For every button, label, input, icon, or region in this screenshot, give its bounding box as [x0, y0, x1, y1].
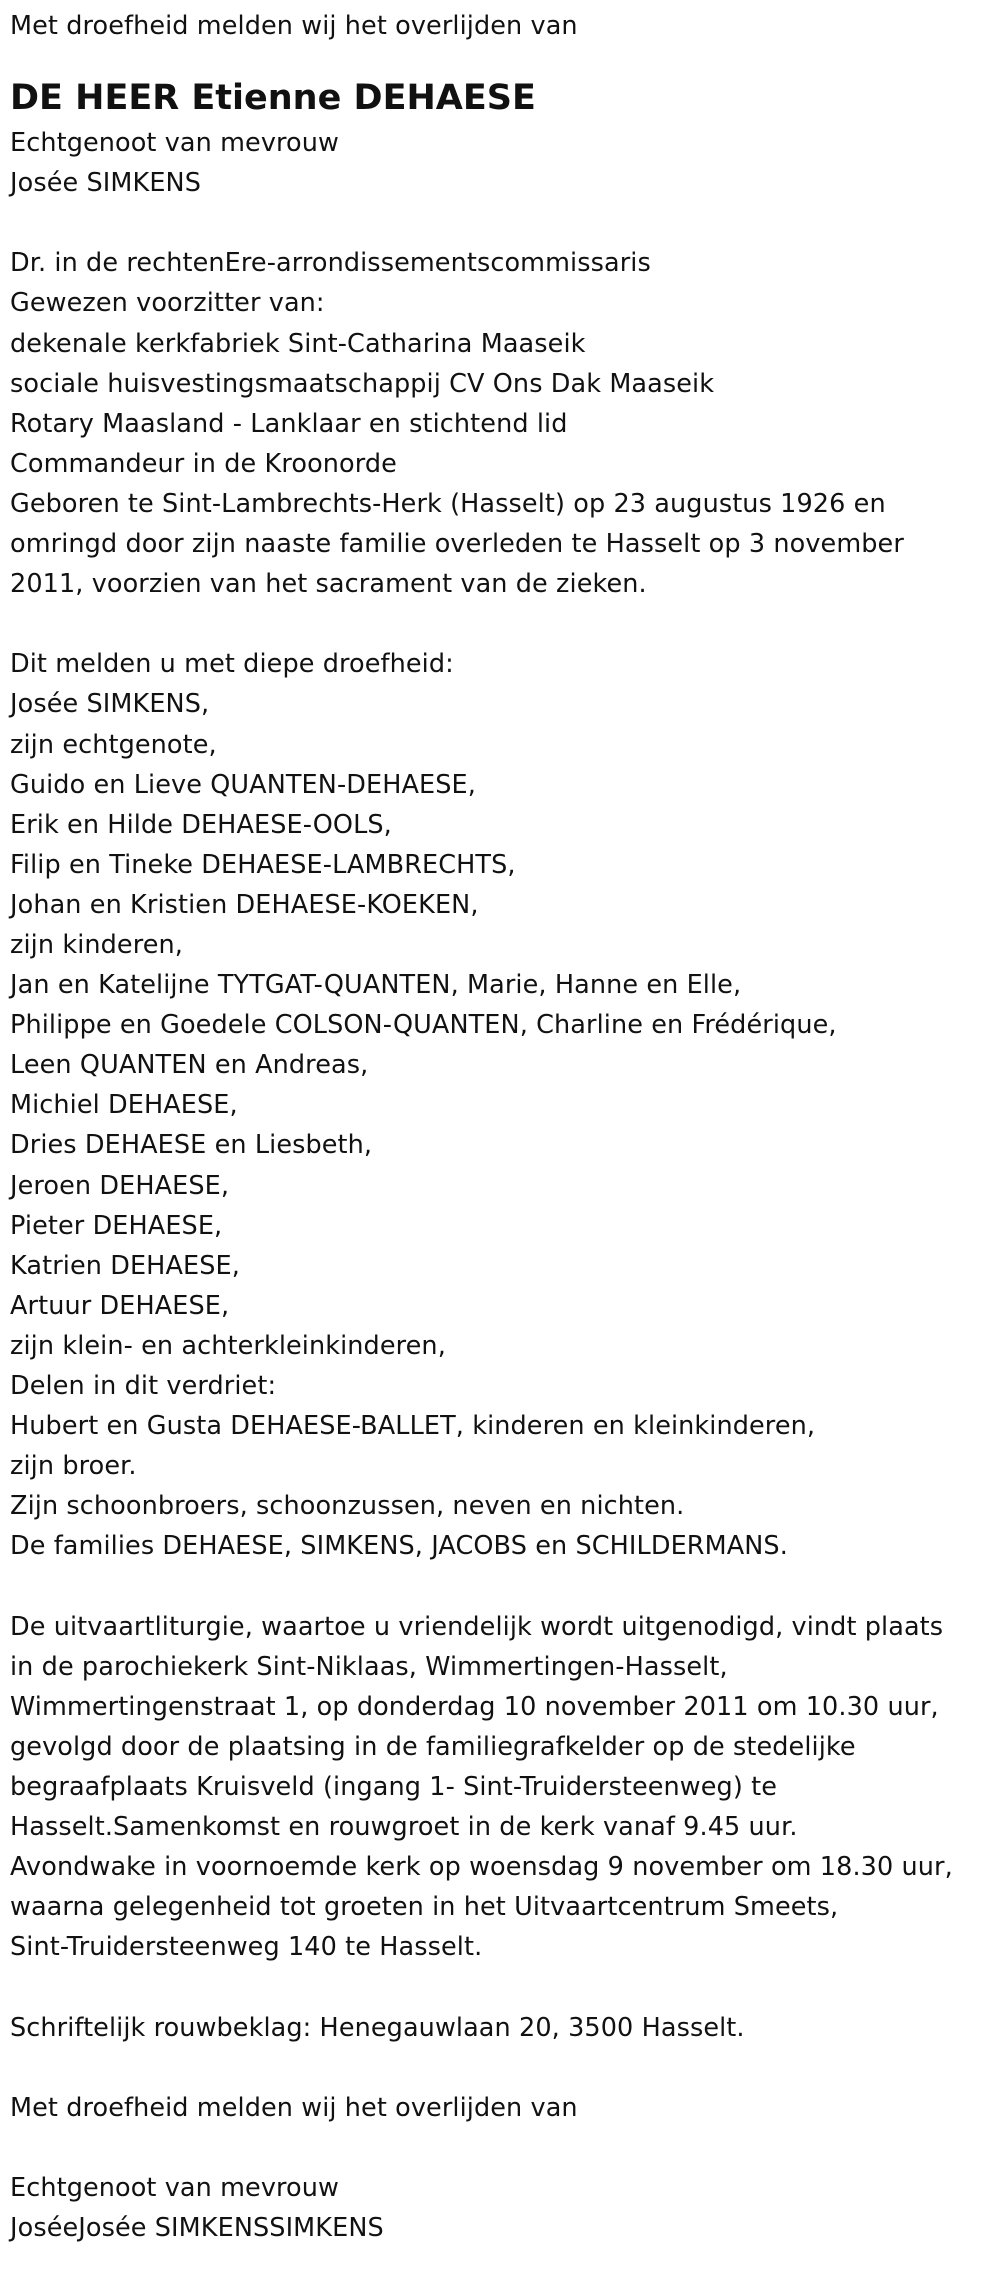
biography-section [10, 243, 1000, 604]
biography-line: omringd door zijn naaste familie overleden te Hasselt op 3 november [10, 529, 904, 560]
spouse-line: Echtgenoot van mevrouw [10, 128, 339, 159]
intro-text: Met droefheid melden wij het overlijden van [10, 11, 578, 41]
family-line: zijn kinderen, [10, 929, 183, 960]
family-line: Philippe en Goedele COLSON-QUANTEN, Charline en Frédérique, [10, 1010, 837, 1041]
spacer [10, 2128, 1000, 2168]
biography-line: dekenale kerkfabriek Sint-Catharina Maaseik [10, 328, 586, 359]
spacer [10, 1566, 1000, 1606]
family-line: Erik en Hilde DEHAESE-OOLS, [10, 809, 392, 840]
family-line: Michiel DEHAESE, [10, 1090, 238, 1121]
deceased-name: DE HEER Etienne DEHAESE [10, 78, 536, 119]
funeral-line: Hasselt.Samenkomst en rouwgroet in de kerk vanaf 9.45 uur. [10, 1812, 798, 1843]
family-line: Hubert en Gusta DEHAESE-BALLET, kinderen en kleinkinderen, [10, 1411, 816, 1442]
family-line: Jan en Katelijne TYTGAT-QUANTEN, Marie, Hanne en Elle, [10, 970, 742, 1001]
spacer [10, 46, 1000, 73]
family-line: zijn broer. [10, 1451, 137, 1482]
spacer [10, 604, 1000, 644]
biography-line: Rotary Maasland - Lanklaar en stichtend lid [10, 408, 568, 439]
family-line: Dit melden u met diepe droefheid: [10, 649, 454, 680]
spouse-line: Echtgenoot van mevrouw [10, 2172, 339, 2203]
spacer [10, 1967, 1000, 2007]
spouse-section-repeat [10, 2168, 1000, 2248]
condolence-address: Schriftelijk rouwbeklag: Henegauwlaan 20, 3500 Hasselt. [10, 2012, 745, 2043]
family-line: Guido en Lieve QUANTEN-DEHAESE, [10, 769, 476, 800]
biography-line: Dr. in de rechtenEre-arrondissementscommissaris [10, 248, 651, 279]
funeral-line: Avondwake in voornoemde kerk op woensdag 9 november om 18.30 uur, [10, 1852, 953, 1883]
family-line: Pieter DEHAESE, [10, 1210, 223, 1241]
funeral-section [10, 1607, 1000, 1968]
family-line: Josée SIMKENS, [10, 689, 210, 720]
funeral-line: gevolgd door de plaatsing in de familiegrafkelder op de stedelijke [10, 1731, 856, 1762]
spouse-line: Josée SIMKENS [10, 168, 201, 199]
family-line: Johan en Kristien DEHAESE-KOEKEN, [10, 889, 479, 920]
funeral-line: Sint-Truidersteenweg 140 te Hasselt. [10, 1932, 483, 1963]
intro-text-repeat: Met droefheid melden wij het overlijden van [10, 2092, 578, 2123]
family-line: Dries DEHAESE en Liesbeth, [10, 1130, 373, 1161]
funeral-line: in de parochiekerk Sint-Niklaas, Wimmertingen-Hasselt, [10, 1651, 728, 1682]
family-section [10, 644, 1000, 1566]
spouse-section [10, 123, 1000, 203]
biography-line: sociale huisvestingsmaatschappij CV Ons Dak Maaseik [10, 368, 715, 399]
biography-line: Commandeur in de Kroonorde [10, 448, 397, 479]
funeral-line: Wimmertingenstraat 1, op donderdag 10 november 2011 om 10.30 uur, [10, 1691, 939, 1722]
funeral-line: waarna gelegenheid tot groeten in het Uitvaartcentrum Smeets, [10, 1892, 839, 1923]
family-line: Katrien DEHAESE, [10, 1250, 240, 1281]
biography-line: Gewezen voorzitter van: [10, 288, 325, 319]
spacer [10, 2048, 1000, 2088]
family-line: Artuur DEHAESE, [10, 1290, 230, 1321]
family-line: Zijn schoonbroers, schoonzussen, neven en nichten. [10, 1491, 685, 1522]
family-line: Delen in dit verdriet: [10, 1371, 277, 1401]
family-line: De families DEHAESE, SIMKENS, JACOBS en SCHILDERMANS. [10, 1531, 788, 1562]
biography-line: 2011, voorzien van het sacrament van de zieken. [10, 569, 647, 600]
spouse-line: JoséeJosée SIMKENSSIMKENS [10, 2212, 384, 2243]
biography-line: Geboren te Sint-Lambrechts-Herk (Hasselt) op 23 augustus 1926 en [10, 488, 886, 519]
family-line: Jeroen DEHAESE, [10, 1170, 230, 1201]
family-line: zijn echtgenote, [10, 729, 217, 760]
spacer [10, 203, 1000, 243]
family-line: Filip en Tineke DEHAESE-LAMBRECHTS, [10, 849, 516, 880]
family-line: Leen QUANTEN en Andreas, [10, 1050, 369, 1081]
funeral-line: begraafplaats Kruisveld (ingang 1- Sint-Truidersteenweg) te [10, 1771, 777, 1802]
family-line: zijn klein- en achterkleinkinderen, [10, 1330, 446, 1361]
funeral-line: De uitvaartliturgie, waartoe u vriendelijk wordt uitgenodigd, vindt plaats [10, 1611, 944, 1642]
